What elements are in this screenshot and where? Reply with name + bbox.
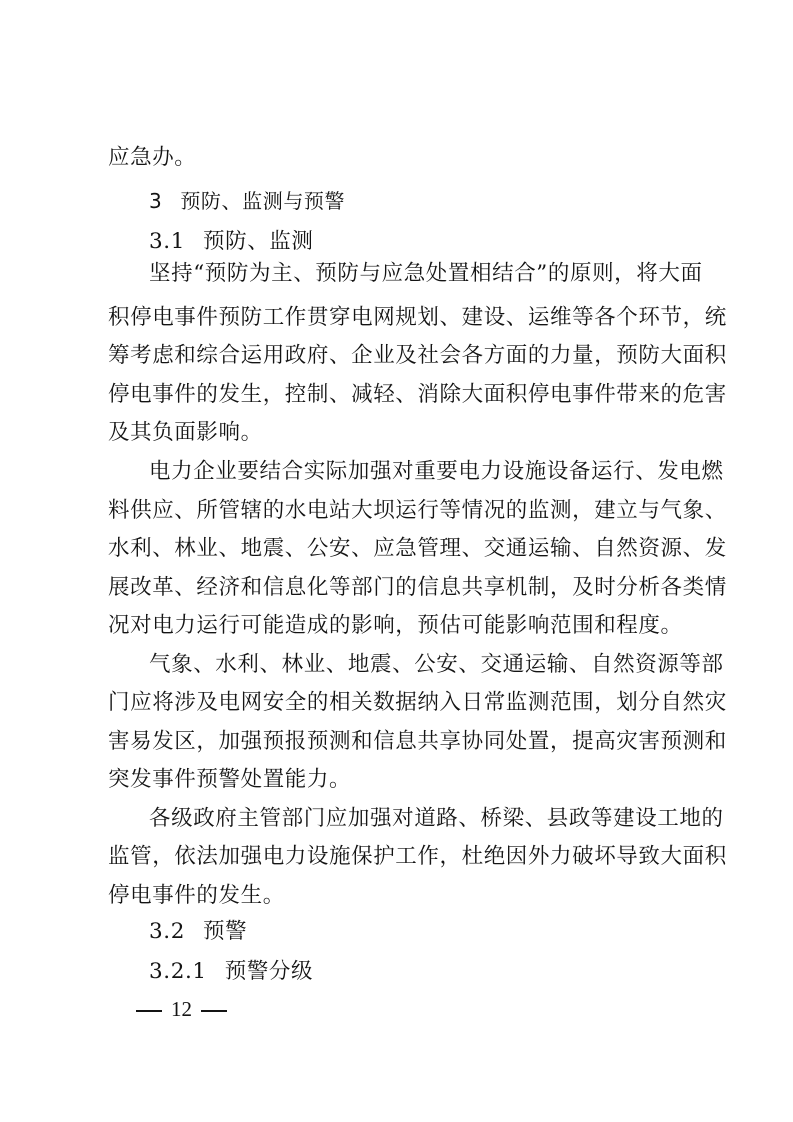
subsection-title: 预警分级: [224, 959, 314, 984]
page-number-value: 12: [171, 997, 192, 1021]
paragraph-line: 害易发区，加强预报预测和信息共享协同处置，提高灾害预测和: [108, 729, 727, 754]
subsection-heading-3-2-1: [149, 957, 739, 987]
dash-right: [201, 1010, 227, 1012]
paragraph-line: 筹考虑和综合运用政府、企业及社会各方面的力量，预防大面积: [108, 343, 727, 368]
page-number: [127, 994, 236, 1024]
subsection-title: 预防、监测: [203, 229, 314, 254]
paragraph-line: 坚持“预防为主、预防与应急处置相结合”的原则，将大面: [149, 261, 703, 286]
section-heading-3: [149, 186, 739, 216]
paragraph-tail: 应急办。: [108, 145, 197, 170]
paragraph-line: 料供应、所管辖的水电站大坝运行等情况的监测，建立与气象、: [108, 498, 727, 523]
paragraph-line: 门应将涉及电网安全的相关数据纳入日常监测范围，划分自然灾: [108, 690, 727, 715]
paragraph-line: 积停电事件预防工作贯穿电网规划、建设、运维等各个环节，统: [108, 305, 727, 330]
section-title: 预防、监测与预警: [180, 189, 346, 213]
paragraph-line: 停电事件的发生，控制、减轻、消除大面积停电事件带来的危害: [108, 382, 727, 407]
paragraph-line: 突发事件预警处置能力。: [108, 767, 352, 792]
paragraph-line: 况对电力运行可能造成的影响，预估可能影响范围和程度。: [108, 613, 683, 638]
paragraph-line: 监管，依法加强电力设施保护工作，杜绝因外力破坏导致大面积: [108, 844, 727, 869]
dash-left: [136, 1010, 162, 1012]
subsection-heading-3-2: [149, 917, 739, 947]
paragraph-line: 各级政府主管部门应加强对道路、桥梁、县政等建设工地的: [149, 806, 724, 831]
subsection-number: 3.2: [149, 919, 185, 944]
section-number: 3: [149, 189, 163, 213]
paragraph-line: 展改革、经济和信息化等部门的信息共享机制，及时分析各类情: [108, 575, 727, 600]
paragraph-line: 气象、水利、林业、地震、公安、交通运输、自然资源等部: [149, 652, 724, 677]
paragraph-line: 水利、林业、地震、公安、应急管理、交通运输、自然资源、发: [108, 536, 727, 561]
subsection-heading-3-1: [149, 227, 739, 257]
paragraph-line: 电力企业要结合实际加强对重要电力设施设备运行、发电燃: [149, 459, 724, 484]
paragraph-line: 停电事件的发生。: [108, 883, 285, 908]
subsection-title: 预警: [203, 919, 248, 944]
paragraph-line: 及其负面影响。: [108, 420, 263, 445]
subsection-number: 3.2.1: [149, 959, 207, 984]
subsection-number: 3.1: [149, 229, 185, 254]
